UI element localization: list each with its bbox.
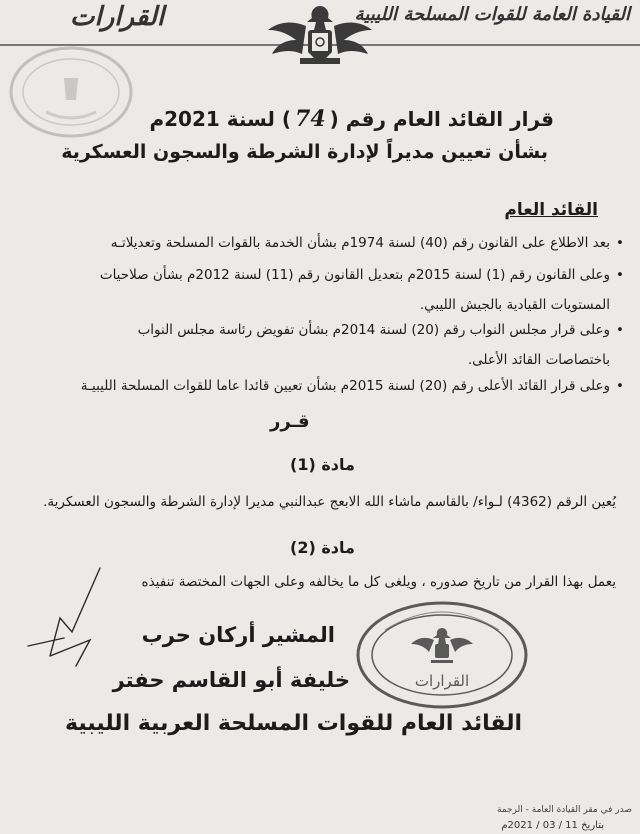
header-right-title: القيادة العامة للقوات المسلحة الليبية	[354, 4, 630, 25]
preamble-text: بعد الاطلاع على القانون رقم (40) لسنة 1974م بشأن الخدمة بالقوات المسلحة وتعديلاتـه	[110, 235, 611, 251]
title-prefix: قرار القائد العام رقم (	[329, 107, 554, 131]
footer-date: بتاريخ 11 / 03 / 2021م	[501, 820, 604, 831]
signatory-position: القائد العام للقوات المسلحة العربية الليبية	[65, 711, 522, 736]
footer-place: صدر في مقر القيادة العامة - الرجمة	[496, 805, 632, 815]
article-2-label: مادة (2)	[290, 538, 355, 557]
preamble-item	[12, 315, 624, 375]
title-suffix: ) لسنة 2021م	[149, 107, 292, 131]
preamble-text: وعلى القانون رقم (1) لسنة 2015م بتعديل القانون رقم (11) لسنة 2012م بشأن صلاحيات	[99, 267, 611, 283]
decree-title	[149, 106, 554, 132]
header-left-title: القرارات	[70, 2, 165, 32]
section-heading: القائد العام	[504, 200, 598, 220]
faint-stamp-icon	[6, 42, 136, 142]
preamble-text-continued: المستويات القيادية بالجيش الليبي.	[419, 297, 610, 313]
preamble-text: وعلى قرار القائد الأعلى رقم (20) لسنة 2015م بشأن تعيين قائدا عاما للقوات المسلحة الليبيـة	[80, 378, 611, 394]
decision-label: قـرر	[270, 411, 310, 432]
preamble-item	[12, 228, 624, 258]
decree-subject: بشأن تعيين مديراً لإدارة الشرطة والسجون العسكرية	[61, 141, 548, 163]
official-stamp-icon	[355, 600, 530, 710]
article-2-text: يعمل بهذا القرار من تاريخ صدوره ، ويلغى كل ما يخالفه وعلى الجهات المختصة تنفيذه	[141, 574, 616, 590]
eagle-emblem-icon	[262, 0, 378, 66]
stamp-text: القرارات	[414, 672, 470, 690]
signatory-rank: المشير أركان حرب	[141, 623, 335, 647]
preamble-item	[12, 260, 624, 320]
signatory-name: خليفة أبو القاسم حفتر	[112, 668, 350, 692]
preamble-text: وعلى قرار مجلس النواب رقم (20) لسنة 2014م بشأن تفويض رئاسة مجلس النواب	[137, 322, 611, 338]
article-1-text: يُعين الرقم (4362) لـواء/ بالقاسم ماشاء الله الابعج عبدالنبي مديرا لإدارة الشرطة والسجون العسكرية.	[43, 494, 616, 510]
decree-number: 74	[295, 106, 326, 132]
preamble-item	[12, 371, 624, 401]
handwritten-signature-icon	[20, 560, 130, 670]
preamble-text-continued: باختصاصات القائد الأعلى.	[467, 352, 610, 368]
article-1-label: مادة (1)	[290, 455, 355, 474]
